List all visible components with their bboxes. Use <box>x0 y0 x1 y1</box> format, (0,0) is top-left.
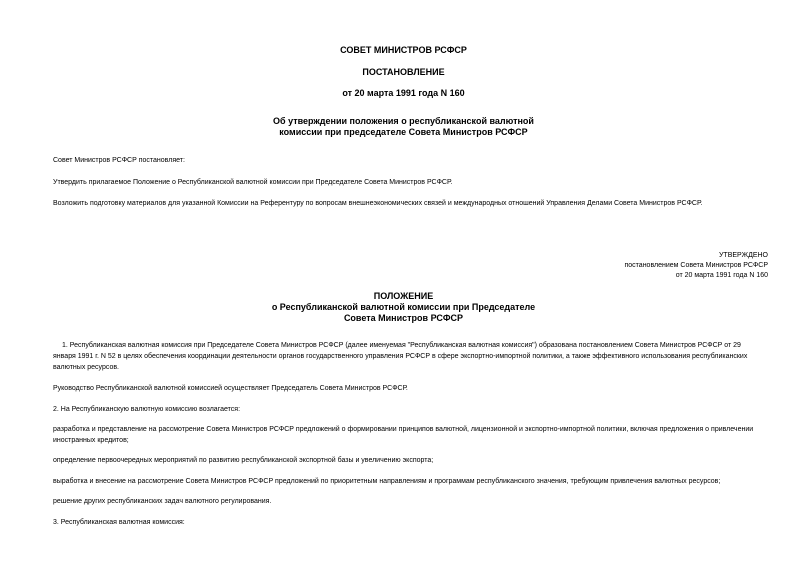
decree-item-2: Возложить подготовку материалов для указанной Комиссии на Референтуру по вопросам внешнеэкономических связей и международных отношений Управления Делами Совета Министров РСФСР. <box>53 200 703 207</box>
regulation-para-1-line-2: января 1991 г. N 52 в целях обеспечения координации деятельности органов государственного управления РСФСР в сфере экспортно-импортной политики, а также эффективного использования республиканских <box>53 353 748 360</box>
regulation-para-1-line-3: валютных ресурсов. <box>53 364 119 371</box>
approval-date: от 20 марта 1991 года N 160 <box>675 272 768 279</box>
date-number-heading: от 20 марта 1991 года N 160 <box>342 88 465 98</box>
regulation-para-2: Руководство Республиканской валютной комиссией осуществляет Председатель Совета Министров РСФСР. <box>53 385 408 392</box>
approval-by: постановлением Совета Министров РСФСР <box>624 262 768 269</box>
regulation-subtitle-1: о Республиканской валютной комиссии при Председателе <box>271 302 536 312</box>
regulation-para-6: выработка и внесение на рассмотрение Совета Министров РСФСР предложений по приоритетным направлениям и программам республиканского значения, требующим привлечения валютных ресурсов; <box>53 478 721 485</box>
regulation-para-5: определение первоочередных мероприятий по развитию республиканской экспортной базы и увеличению экспорта; <box>53 457 434 464</box>
title-line-1: Об утверждении положения о республиканской валютной <box>273 116 534 126</box>
issuer-heading: СОВЕТ МИНИСТРОВ РСФСР <box>340 45 467 55</box>
regulation-para-7: решение других республиканских задач валютного регулирования. <box>53 498 272 505</box>
regulation-para-3: 2. На Республиканскую валютную комиссию возлагается: <box>53 406 241 413</box>
regulation-para-1-line-1: 1. Республиканская валютная комиссия при Председателе Совета Министров РСФСР (далее именуемая "Республиканская валютная комиссия") образована постановлением Совета Министров РСФСР от 29 <box>62 342 741 349</box>
doc-type-heading: ПОСТАНОВЛЕНИЕ <box>362 67 445 77</box>
approval-label: УТВЕРЖДЕНО <box>718 252 768 259</box>
regulation-para-4-line-2: иностранных кредитов; <box>53 437 129 444</box>
title-line-2: комиссии при председателе Совета Министров РСФСР <box>279 127 528 137</box>
regulation-para-4-line-1: разработка и представление на рассмотрение Совета Министров РСФСР предложений о формировании принципов валютной, лицензионной и экспортно-импортной политики, включая предложения о привлечении <box>53 426 754 433</box>
decree-item-1: Утвердить прилагаемое Положение о Республиканской валютной комиссии при Председателе Совета Министров РСФСР. <box>53 179 453 186</box>
decree-intro: Совет Министров РСФСР постановляет: <box>53 157 185 164</box>
regulation-title: ПОЛОЖЕНИЕ <box>373 291 434 301</box>
regulation-subtitle-2: Совета Министров РСФСР <box>343 313 464 323</box>
regulation-para-8: 3. Республиканская валютная комиссия: <box>53 519 185 526</box>
